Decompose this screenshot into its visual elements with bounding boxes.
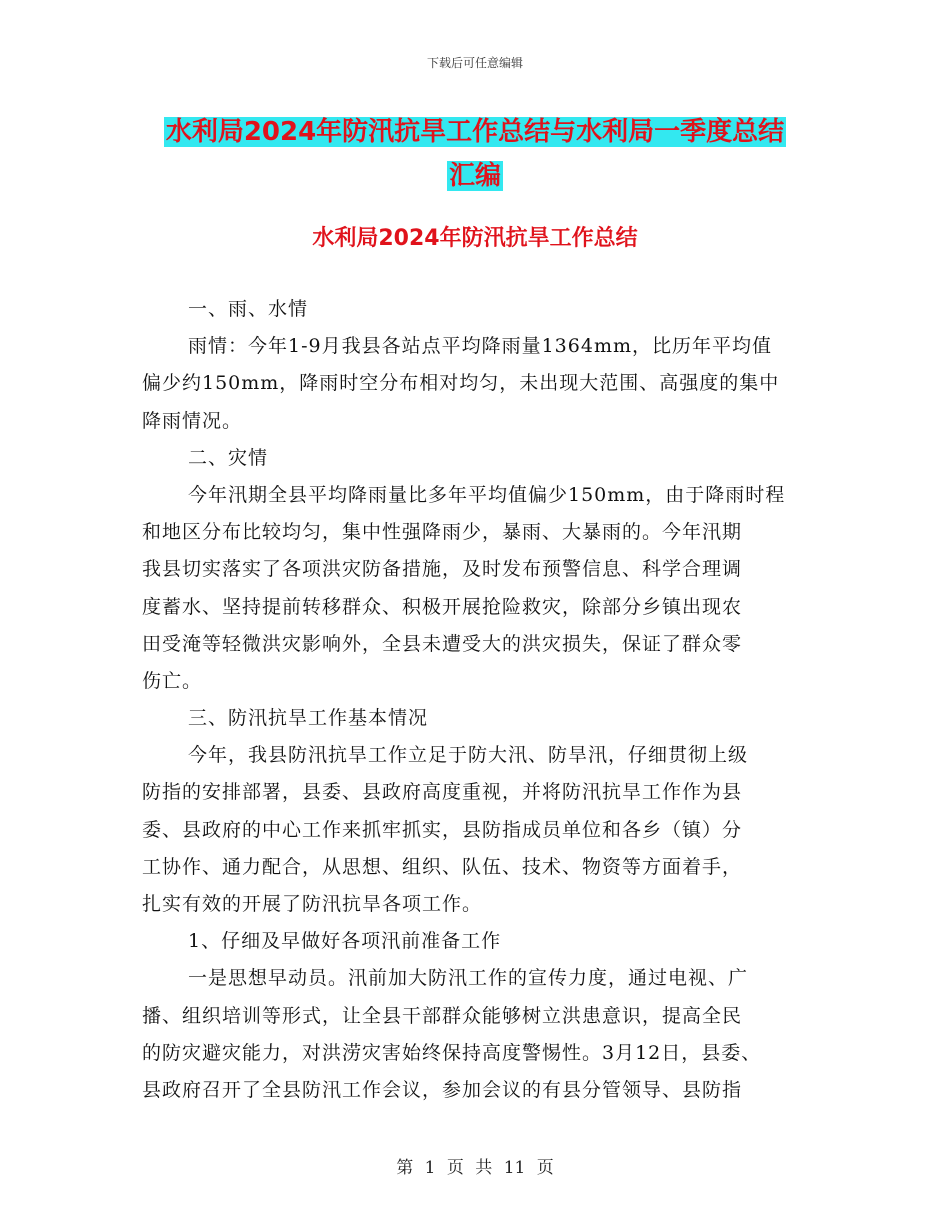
paragraph-line: 我县切实落实了各项洪灾防备措施，及时发布预警信息、科学合理调 <box>142 558 743 581</box>
section-title: 水利局2024年防汛抗旱工作总结 <box>312 226 638 251</box>
paragraph-line: 伤亡。 <box>142 669 203 692</box>
paragraph-line: 防指的安排部署，县委、县政府高度重视，并将防汛抗旱工作作为县 <box>142 781 743 804</box>
paragraph-line: 今年汛期全县平均降雨量比多年平均值偏少150mm，由于降雨时程 <box>188 483 786 506</box>
paragraph-line: 县政府召开了全县防汛工作会议，参加会议的有县分管领导、县防指 <box>142 1078 743 1101</box>
paragraph-line: 扎实有效的开展了防汛抗旱各项工作。 <box>142 893 483 915</box>
header-note: 下载后可任意编辑 <box>426 56 523 70</box>
heading-disaster: 二、灾情 <box>188 446 269 469</box>
paragraph-line: 委、县政府的中心工作来抓牢抓实，县防指成员单位和各乡（镇）分 <box>142 818 743 841</box>
document-title <box>0 110 950 198</box>
body-text <box>142 291 812 1109</box>
page-number-footer: 第 1 页 共 11 页 <box>396 1158 554 1178</box>
paragraph-line: 雨情：今年1-9月我县各站点平均降雨量1364mm，比历年平均值 <box>188 335 772 358</box>
subheading-preparation: 1、仔细及早做好各项汛前准备工作 <box>188 930 502 953</box>
paragraph-line: 度蓄水、坚持提前转移群众、积极开展抢险救灾，除部分乡镇出现农 <box>142 595 743 618</box>
paragraph-line: 的防灾避灾能力，对洪涝灾害始终保持高度警惕性。3月12日，县委、 <box>142 1041 762 1064</box>
paragraph-line: 一是思想早动员。汛前加大防汛工作的宣传力度，通过电视、广 <box>188 967 749 990</box>
document-title-line1: 水利局2024年防汛抗旱工作总结与水利局一季度总结 <box>165 117 785 147</box>
paragraph-line: 播、组织培训等形式，让全县干部群众能够树立洪患意识，提高全民 <box>142 1004 743 1027</box>
heading-rain-water: 一、雨、水情 <box>188 298 309 320</box>
paragraph-line: 降雨情况。 <box>142 409 243 432</box>
document-title-line2: 汇编 <box>448 161 501 191</box>
paragraph-line: 田受淹等轻微洪灾影响外，全县未遭受大的洪灾损失，保证了群众零 <box>142 632 743 655</box>
paragraph-line: 和地区分布比较均匀，集中性强降雨少，暴雨、大暴雨的。今年汛期 <box>142 521 743 544</box>
paragraph-line: 今年，我县防汛抗旱工作立足于防大汛、防旱汛，仔细贯彻上级 <box>188 744 749 767</box>
heading-basic-situation: 三、防汛抗旱工作基本情况 <box>188 707 429 730</box>
paragraph-line: 工协作、通力配合，从思想、组织、队伍、技术、物资等方面着手， <box>142 855 743 878</box>
paragraph-line: 偏少约150mm，降雨时空分布相对均匀，未出现大范围、高强度的集中 <box>142 372 780 395</box>
